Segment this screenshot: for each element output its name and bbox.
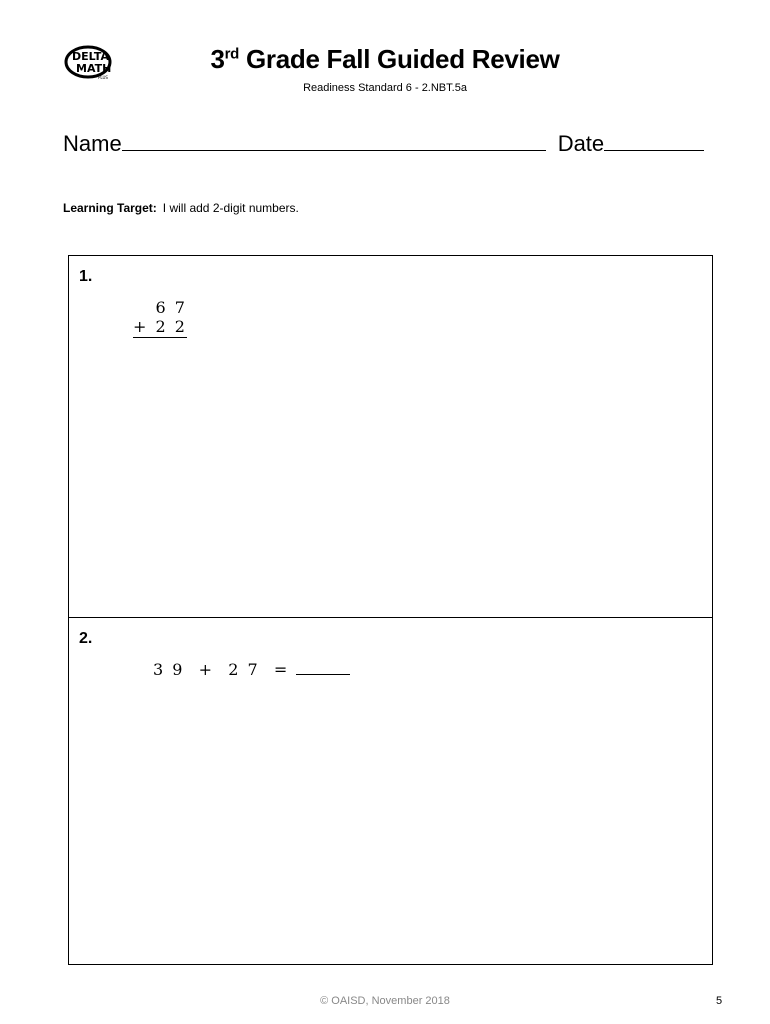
learning-target [63,201,299,215]
name-field-line[interactable] [122,130,546,151]
question-2-answer-blank[interactable] [296,660,350,675]
title-text: Grade Fall Guided Review [239,44,560,74]
question-1-top-addend: 6 7 [155,298,187,317]
name-date-row [63,130,704,157]
question-2-box[interactable] [68,617,713,965]
page-title [0,44,770,75]
title-grade-ordinal: rd [224,45,240,63]
learning-target-text: I will add 2-digit numbers. [162,201,299,215]
question-2-number: 2. [79,630,93,647]
title-grade-number: 3 [210,44,225,74]
question-1-bottom-addend: + 2 2 [133,317,187,336]
footer-copyright: © OAISD, November 2018 [320,995,450,1007]
question-2-expression: 3 9 + 2 7 = [153,660,290,679]
logo-text-bottom: MATH [76,62,112,75]
logo-text-small: PLUS [98,75,108,80]
question-1-number: 1. [79,268,93,285]
learning-target-label: Learning Target: [63,201,157,215]
page-number: 5 [716,995,723,1007]
question-1-box[interactable] [68,255,713,618]
date-field-line[interactable] [604,130,704,151]
date-label: Date [557,131,605,156]
logo-text-top: DELTA [72,50,109,63]
question-1-problem [133,298,187,338]
name-label: Name [63,131,122,156]
page-subtitle: Readiness Standard 6 - 2.NBT.5a [303,82,467,94]
question-2-problem [153,660,350,679]
